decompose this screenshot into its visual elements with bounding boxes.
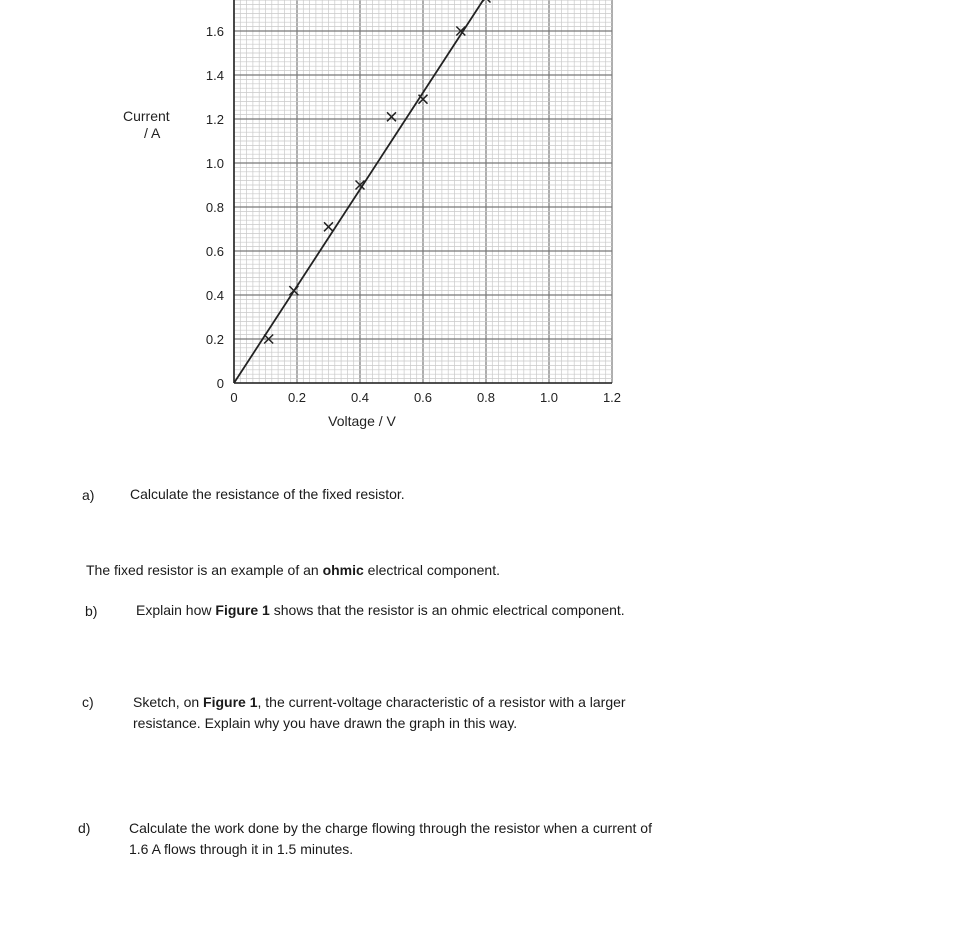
ohmic-intro-post: electrical component. <box>363 562 500 578</box>
question-c-label: c) <box>82 694 94 710</box>
x-tick-label: 0.4 <box>350 390 370 405</box>
question-a-label: a) <box>82 487 95 503</box>
y-tick-label: 0.8 <box>205 200 224 215</box>
question-b-text <box>136 600 625 621</box>
y-tick-label: 0 <box>216 376 224 391</box>
y-tick-label: 0.2 <box>205 332 224 347</box>
y-tick-label: 1.6 <box>205 24 224 39</box>
question-c-pre: Sketch, on <box>133 694 204 710</box>
current-voltage-graph <box>0 0 956 440</box>
question-b-pre: Explain how <box>136 602 216 618</box>
y-tick-label: 0.4 <box>205 288 224 303</box>
question-b-figure-ref: Figure 1 <box>215 602 270 618</box>
x-tick-label: 0.2 <box>287 390 307 405</box>
x-tick-label: 1.0 <box>539 390 559 405</box>
y-tick-label: 1.2 <box>205 112 224 127</box>
x-tick-label: 0 <box>230 390 238 405</box>
question-b-post: shows that the resistor is an ohmic electrical component. <box>269 602 625 618</box>
ohmic-intro-pre: The fixed resistor is an example of an <box>86 562 323 578</box>
y-tick-label: 1.4 <box>205 68 224 83</box>
x-axis-label: Voltage / V <box>328 413 396 429</box>
question-d-text <box>129 818 652 860</box>
question-c-text <box>133 692 626 734</box>
question-d-line2: 1.6 A flows through it in 1.5 minutes. <box>129 841 354 857</box>
y-tick-labels <box>206 24 224 391</box>
x-tick-label: 0.8 <box>476 390 496 405</box>
question-c-line2: resistance. Explain why you have drawn the graph in this way. <box>133 715 518 731</box>
question-c-post-line1: , the current-voltage characteristic of a resistor with a larger <box>257 694 626 710</box>
x-tick-labels <box>230 390 621 405</box>
y-axis-label-unit: / A <box>144 125 161 141</box>
question-d-line1: Calculate the work done by the charge flowing through the resistor when a current of <box>129 820 652 836</box>
x-tick-label: 0.6 <box>413 390 433 405</box>
question-d-label: d) <box>78 820 91 836</box>
question-c-figure-ref: Figure 1 <box>203 694 258 710</box>
question-b-label: b) <box>85 603 98 619</box>
ohmic-intro <box>86 562 500 578</box>
y-axis-label-current: Current <box>123 108 170 124</box>
x-tick-label: 1.2 <box>602 390 622 405</box>
y-tick-label: 0.6 <box>205 244 224 259</box>
y-tick-label: 1.0 <box>205 156 224 171</box>
ohmic-intro-bold: ohmic <box>322 562 364 578</box>
question-a-text: Calculate the resistance of the fixed resistor. <box>130 486 405 502</box>
graph-grid <box>234 0 612 383</box>
